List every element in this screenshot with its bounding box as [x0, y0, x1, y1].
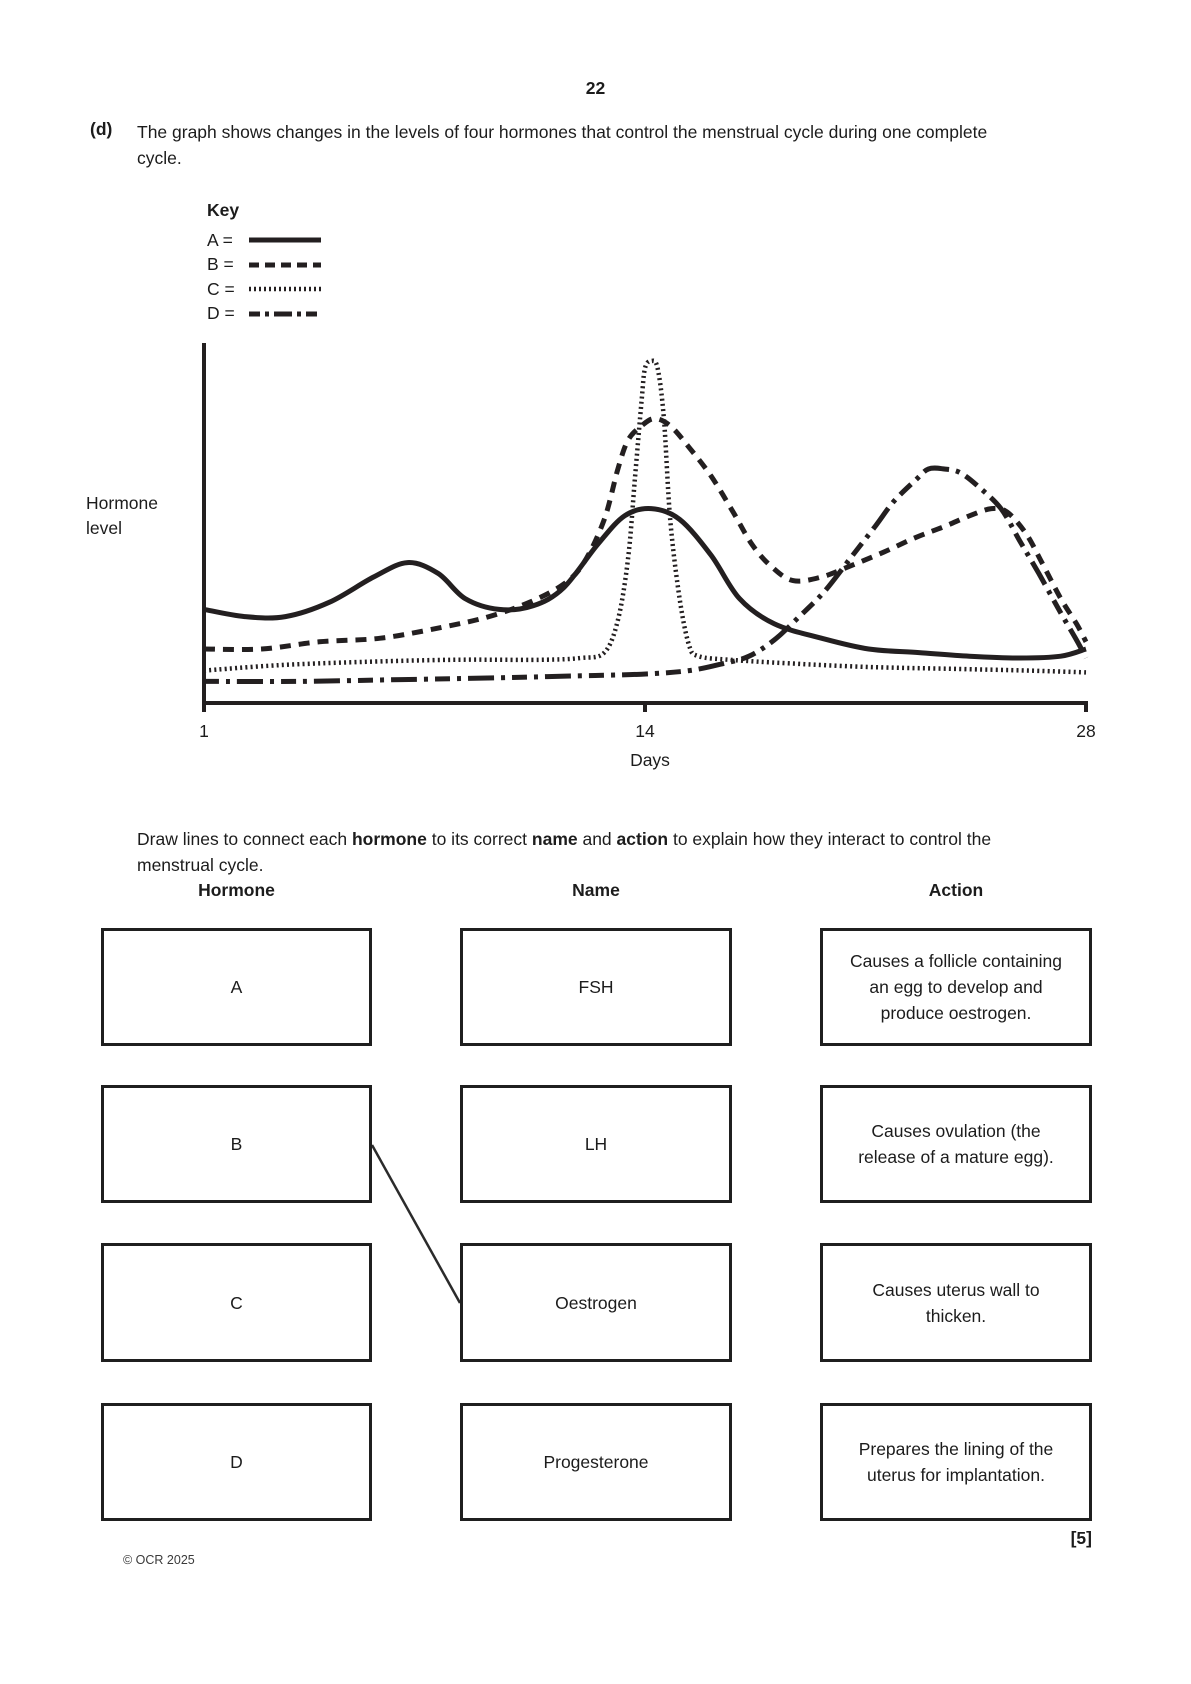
page-number: 22 — [585, 78, 606, 98]
key-entry-b — [207, 253, 323, 278]
name-box-lh[interactable]: LH — [460, 1085, 732, 1203]
drawn-connection-line — [372, 1145, 460, 1303]
hormone-box-c[interactable]: C — [101, 1243, 372, 1362]
name-box-fsh[interactable]: FSH — [460, 928, 732, 1046]
y-axis-label: Hormone level — [86, 493, 158, 538]
key-label-a: A = — [207, 229, 233, 250]
column-header-action: Action — [928, 880, 984, 900]
x-tick-label-14: 14 — [635, 721, 655, 741]
curve-c — [204, 361, 1086, 673]
question-label: (d) — [90, 119, 113, 139]
action-box-implantation[interactable]: Prepares the lining of the uterus for implantation. — [820, 1403, 1092, 1521]
graph-key — [207, 200, 323, 326]
x-tick-label-28: 28 — [1076, 721, 1096, 741]
key-title: Key — [207, 200, 240, 220]
key-line-solid-icon — [247, 235, 323, 245]
key-line-dashed-icon — [247, 260, 323, 270]
key-entry-a — [207, 228, 323, 253]
name-box-progesterone[interactable]: Progesterone — [460, 1403, 732, 1521]
action-box-uterus-wall[interactable]: Causes uterus wall to thicken. — [820, 1243, 1092, 1362]
curve-a — [204, 508, 1086, 658]
name-box-oestrogen[interactable]: Oestrogen — [460, 1243, 732, 1362]
instruction-part: and — [577, 829, 617, 849]
instruction-bold-hormone: hormone — [351, 829, 427, 849]
instruction-bold-action: action — [616, 829, 669, 849]
instruction-part: to its correct — [426, 829, 532, 849]
action-box-follicle[interactable]: Causes a follicle containing an egg to develop and produce oestrogen. — [820, 928, 1092, 1046]
hormone-box-d[interactable]: D — [101, 1403, 372, 1521]
graph-axes — [204, 343, 1088, 712]
action-box-ovulation[interactable]: Causes ovulation (the release of a mature egg). — [820, 1085, 1092, 1203]
x-axis-label: Days — [630, 750, 670, 770]
hormone-box-a[interactable]: A — [101, 928, 372, 1046]
instruction-text — [137, 826, 1017, 878]
instruction-part: Draw lines to connect each — [137, 829, 352, 849]
key-entry-c — [207, 277, 323, 302]
key-entry-d — [207, 302, 323, 327]
curve-b — [204, 419, 1086, 650]
question-text: The graph shows changes in the levels of four hormones that control the menstrual cycle during one complete cycle. — [137, 122, 988, 168]
key-line-dotted-icon — [247, 284, 323, 294]
marks-badge: [5] — [1070, 1528, 1092, 1548]
key-line-dashdot-icon — [247, 309, 323, 319]
curve-d — [204, 468, 1086, 681]
instruction-bold-name: name — [531, 829, 578, 849]
column-header-name: Name — [572, 880, 620, 900]
hormone-box-b[interactable]: B — [101, 1085, 372, 1203]
key-label-c: C = — [207, 278, 235, 299]
key-label-d: D = — [207, 303, 235, 324]
key-label-b: B = — [207, 254, 234, 275]
instruction-part: to explain how they interact to control the menstrual cycle. — [137, 829, 992, 875]
column-header-hormone: Hormone — [198, 880, 275, 900]
copyright-notice: © OCR 2025 — [123, 1553, 195, 1567]
x-tick-label-1: 1 — [199, 721, 209, 741]
